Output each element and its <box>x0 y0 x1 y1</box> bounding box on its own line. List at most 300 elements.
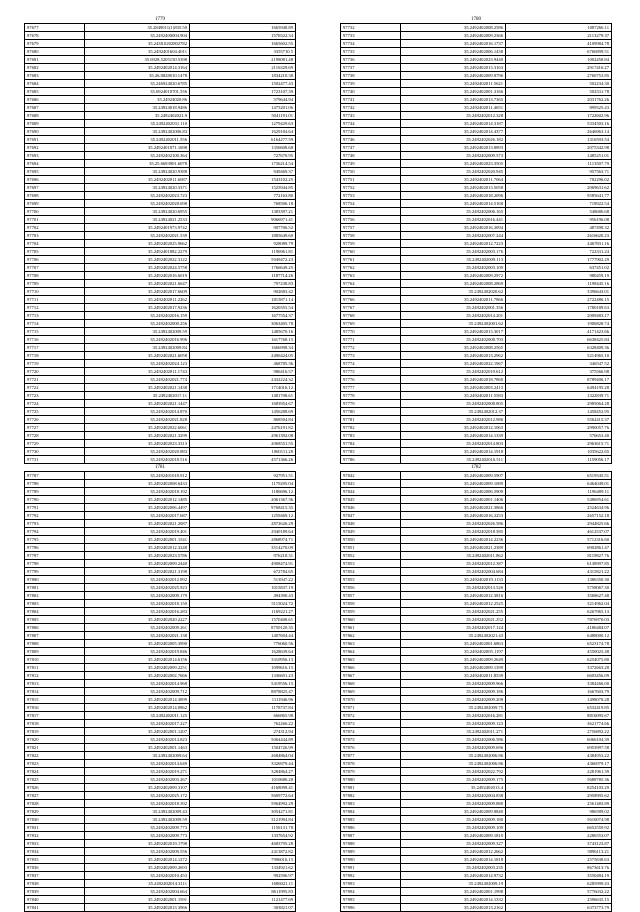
table-row <box>25 600 296 608</box>
code-cell: 35.2492402009.2366 <box>401 32 506 40</box>
table-row <box>25 328 296 336</box>
table-row <box>341 144 612 152</box>
amount-cell: 6488000.12 <box>506 632 612 640</box>
amount-cell: 9585641.77 <box>506 192 612 200</box>
code-cell: 35.2492402009.109 <box>401 824 506 832</box>
code-cell: 35.2492402009.179 <box>85 592 190 600</box>
table-row <box>341 48 612 56</box>
table-row <box>341 832 612 840</box>
code-cell: 35.2492402022.3122 <box>85 256 190 264</box>
code-cell: 35.2492402002.7666 <box>85 672 190 680</box>
table-row <box>341 120 612 128</box>
code-cell: 35.24924020.86 <box>85 96 190 104</box>
row-id-cell: 97777 <box>341 384 401 392</box>
table-title: 1780 <box>471 17 481 22</box>
table-row <box>341 768 612 776</box>
amount-cell: 5896113.21 <box>506 848 612 856</box>
amount-cell: 1736214.54 <box>190 160 296 168</box>
amount-cell: 1498078.28 <box>506 696 612 704</box>
table-row <box>25 816 296 824</box>
amount-cell: 1525944.85 <box>190 184 296 192</box>
code-cell: 35.2492402009.261 <box>85 624 190 632</box>
table-row <box>341 408 612 416</box>
code-cell: 35.2492402009.8796 <box>401 72 506 80</box>
table-row <box>341 128 612 136</box>
row-id-cell: 97804 <box>25 608 85 616</box>
code-cell: 35.2492402021.252 <box>401 616 506 624</box>
code-cell: 35.2492402013.4 <box>401 784 506 792</box>
row-id-cell: 97893 <box>341 880 401 888</box>
code-cell: 35.2492402019.1798 <box>85 840 190 848</box>
row-id-cell: 97850 <box>341 536 401 544</box>
code-cell: 35.2492402021.3198 <box>85 568 190 576</box>
row-id-cell: 97894 <box>341 888 401 896</box>
row-id-cell: 97870 <box>341 696 401 704</box>
code-cell: 35.2492402003.176 <box>401 248 506 256</box>
row-id-cell: 97690 <box>25 128 85 136</box>
row-id-cell: 97796 <box>25 544 85 552</box>
amount-cell: 6523174.78 <box>506 640 612 648</box>
code-cell: 35.2492402023.3313 <box>85 440 190 448</box>
code-cell: 35.2492402004.664 <box>85 888 190 896</box>
row-id-cell: 97853 <box>341 560 401 568</box>
amount-cell: 5616074.98 <box>506 816 612 824</box>
row-id-cell: 97732 <box>341 24 401 32</box>
amount-cell: 1179295.04 <box>190 480 296 488</box>
row-id-cell: 97735 <box>341 48 401 56</box>
row-id-cell: 97712 <box>25 304 85 312</box>
table-row <box>341 264 612 272</box>
amount-cell: 7996016.15 <box>190 856 296 864</box>
amount-cell: 2413872.82 <box>190 848 296 856</box>
code-cell: 35.2492402011.4651 <box>401 104 506 112</box>
row-id-cell: 97836 <box>25 864 85 872</box>
table-row <box>341 112 612 120</box>
row-id-cell: 97721 <box>25 376 85 384</box>
code-cell: 35.2492402009.966 <box>401 680 506 688</box>
code-cell: 35.6928.5205150.5398 <box>85 56 190 64</box>
row-id-cell: 97771 <box>341 336 401 344</box>
code-cell: 35.2492402005.3990 <box>85 640 190 648</box>
row-id-cell: 97746 <box>341 136 401 144</box>
table-row <box>25 632 296 640</box>
table-row <box>25 880 296 888</box>
amount-cell: 2917416.27 <box>506 64 612 72</box>
table-row <box>341 880 612 888</box>
code-cell: 35.2492402013.3163 <box>401 64 506 72</box>
amount-cell: 5776032.22 <box>506 888 612 896</box>
amount-cell: 1543102.25 <box>190 176 296 184</box>
code-cell: 35.2492402006.165 <box>401 208 506 216</box>
code-cell: 35.2492402009.327 <box>401 840 506 848</box>
row-id-cell: 97686 <box>25 96 85 104</box>
row-id-cell: 97862 <box>341 632 401 640</box>
code-cell: 35.2492401882.2279 <box>85 248 190 256</box>
row-id-cell: 97792 <box>25 512 85 520</box>
table-row <box>25 272 296 280</box>
amount-cell: 4366979.17 <box>506 760 612 768</box>
code-cell: 35.2492402013.5058 <box>401 184 506 192</box>
code-cell: 35.2492402021.43 <box>401 632 506 640</box>
amount-cell: 957563.71 <box>506 168 612 176</box>
amount-cell: 548686.68 <box>506 208 612 216</box>
code-cell: 35.2492402016.2094 <box>401 224 506 232</box>
amount-cell: 986589.02 <box>506 808 612 816</box>
amount-cell: 494390.43 <box>190 592 296 600</box>
table-row <box>25 512 296 520</box>
amount-cell: 899525.43 <box>506 104 612 112</box>
code-cell: 35.2492402009.712 <box>85 688 190 696</box>
row-id-cell: 97793 <box>25 520 85 528</box>
row-id-cell: 97730 <box>25 448 85 456</box>
code-cell: 35.2492402001.3166 <box>401 88 506 96</box>
amount-cell: 1722602.96 <box>506 112 612 120</box>
table-row <box>341 304 612 312</box>
code-cell: 35.2492402020.883 <box>85 448 190 456</box>
table-row <box>25 416 296 424</box>
row-id-cell: 97896 <box>341 904 401 912</box>
code-cell: 35.2492402011.8539 <box>401 672 506 680</box>
table-row <box>25 448 296 456</box>
table-row <box>25 176 296 184</box>
code-cell: 35.2492401973.9742 <box>85 224 190 232</box>
code-cell: 35.2492402009.113 <box>401 256 506 264</box>
table-row <box>25 648 296 656</box>
row-id-cell: 97888 <box>341 840 401 848</box>
table-row <box>341 216 612 224</box>
row-id-cell: 97682 <box>25 64 85 72</box>
table-row <box>341 720 612 728</box>
data-table <box>340 471 612 912</box>
table-row <box>25 64 296 72</box>
table-row <box>25 712 296 720</box>
table-row <box>25 560 296 568</box>
amount-cell: 3514270.09 <box>190 544 296 552</box>
code-cell: 35.2492402009.5907 <box>401 472 506 480</box>
code-cell: 35.2492402009.773 <box>85 824 190 832</box>
row-id-cell: 97706 <box>25 256 85 264</box>
table-row <box>25 776 296 784</box>
code-cell: 35.2492402008.6433 <box>85 480 190 488</box>
table-row <box>25 208 296 216</box>
row-id-cell: 97847 <box>341 512 401 520</box>
row-id-cell: 97857 <box>341 592 401 600</box>
code-cell: 35.2492402008.2565 <box>401 344 506 352</box>
table-row <box>25 376 296 384</box>
amount-cell: 1504726.99 <box>190 744 296 752</box>
amount-cell: 2760753.85 <box>506 72 612 80</box>
code-cell: 35.2492402011.6087 <box>85 176 190 184</box>
table-row <box>341 384 612 392</box>
amount-cell: 3621774.66 <box>506 720 612 728</box>
amount-cell: 1279429.63 <box>190 120 296 128</box>
row-id-cell: 97724 <box>25 400 85 408</box>
amount-cell: 1677554.37 <box>190 312 296 320</box>
row-id-cell: 97693 <box>25 152 85 160</box>
table-row <box>341 288 612 296</box>
row-id-cell: 97883 <box>341 800 401 808</box>
code-cell: 35.2492402009.175 <box>401 776 506 784</box>
amount-cell: 2286553.07 <box>506 832 612 840</box>
table-row <box>341 64 612 72</box>
table-row <box>25 112 296 120</box>
code-cell: 35.2492402018.150 <box>85 600 190 608</box>
table-row <box>341 456 612 464</box>
code-cell: 35.2492402014.4377 <box>401 128 506 136</box>
row-id-cell: 97744 <box>341 120 401 128</box>
table-row <box>341 560 612 568</box>
table-row <box>341 688 612 696</box>
amount-cell: 4571366.26 <box>190 456 296 464</box>
amount-cell: 2432224.32 <box>190 376 296 384</box>
code-cell: 35.24924020.3371 <box>85 184 190 192</box>
code-cell: 35.2492402012.892 <box>85 576 190 584</box>
amount-cell: 8750120.35 <box>190 624 296 632</box>
amount-cell: 1156131.78 <box>190 824 296 832</box>
code-cell: 35.2492402003.2413 <box>401 384 506 392</box>
amount-cell: 576653.40 <box>506 432 612 440</box>
amount-cell: 6328409.36 <box>506 344 612 352</box>
table-row <box>25 472 296 480</box>
table-row <box>341 784 612 792</box>
table-row <box>341 336 612 344</box>
amount-cell: 2575638.63 <box>506 856 612 864</box>
table-row <box>341 888 612 896</box>
amount-cell: 579644.94 <box>190 96 296 104</box>
code-cell: 35.2492402018.2096 <box>401 192 506 200</box>
code-cell: 35.2492402014.5168 <box>401 200 506 208</box>
amount-cell: 3063405.78 <box>190 320 296 328</box>
row-id-cell: 97859 <box>341 608 401 616</box>
code-cell: 35.2492402006.5909 <box>401 488 506 496</box>
amount-cell: 2061367.36 <box>190 496 296 504</box>
row-id-cell: 97741 <box>341 96 401 104</box>
table-row <box>25 56 296 64</box>
amount-cell: 1159056.17 <box>506 456 612 464</box>
table-row <box>341 872 612 880</box>
amount-cell: 346547.52 <box>506 360 612 368</box>
table-row <box>341 792 612 800</box>
row-id-cell: 97742 <box>341 104 401 112</box>
table-row <box>25 432 296 440</box>
amount-cell: 776060.56 <box>190 640 296 648</box>
code-cell: 35.2492402012.3248 <box>85 544 190 552</box>
row-id-cell: 97851 <box>341 544 401 552</box>
row-id-cell: 97816 <box>25 704 85 712</box>
amount-cell: 637451.02 <box>506 264 612 272</box>
code-cell: 35.2492402004.838 <box>401 792 506 800</box>
table-row <box>25 608 296 616</box>
row-id-cell: 97831 <box>25 824 85 832</box>
table-row <box>25 344 296 352</box>
amount-cell: 8119827.76 <box>506 552 612 560</box>
amount-cell: 2069631.62 <box>506 184 612 192</box>
row-id-cell: 97707 <box>25 264 85 272</box>
amount-cell: 976210.31 <box>190 552 296 560</box>
table-row <box>25 792 296 800</box>
amount-cell: 1766649.25 <box>190 264 296 272</box>
amount-cell: 902683.42 <box>190 288 296 296</box>
amount-cell: 1336691.23 <box>190 672 296 680</box>
code-cell: 35.2492402019.401 <box>85 528 190 536</box>
row-id-cell: 97743 <box>341 112 401 120</box>
table-row <box>25 584 296 592</box>
table-panel-2 <box>340 17 612 464</box>
amount-cell: 3568627.48 <box>506 592 612 600</box>
table-row <box>25 672 296 680</box>
row-id-cell: 97715 <box>25 328 85 336</box>
code-cell: 35.2492402003.235 <box>401 864 506 872</box>
amount-cell: 3396643.01 <box>506 288 612 296</box>
row-id-cell: 97688 <box>25 112 85 120</box>
row-id-cell: 97719 <box>25 360 85 368</box>
amount-cell: 6532419.85 <box>506 704 612 712</box>
row-id-cell: 97802 <box>25 592 85 600</box>
code-cell: 35.2492402009.696 <box>401 744 506 752</box>
code-cell: 35.2492402013.8893 <box>401 144 506 152</box>
amount-cell: 2031762.26 <box>506 96 612 104</box>
table-row <box>25 296 296 304</box>
code-cell: 35.2492402024.123 <box>85 360 190 368</box>
code-cell: 35.2492402010.453 <box>85 872 190 880</box>
table-title: 1779 <box>155 17 165 22</box>
table-row <box>25 640 296 648</box>
row-id-cell: 97677 <box>25 24 85 32</box>
table-row <box>25 408 296 416</box>
row-id-cell: 97865 <box>341 656 401 664</box>
amount-cell: 2940189.64 <box>190 528 296 536</box>
amount-cell: 2985064.28 <box>506 400 612 408</box>
row-id-cell: 97736 <box>341 56 401 64</box>
code-cell: 35.26.0828010.1478 <box>85 72 190 80</box>
code-cell: 35.2492402012.328 <box>401 112 506 120</box>
row-id-cell: 97698 <box>25 192 85 200</box>
row-id-cell: 97727 <box>25 424 85 432</box>
table-row <box>341 608 612 616</box>
amount-cell: 303821.07 <box>190 904 296 912</box>
code-cell: 35.2492402012.2525 <box>401 600 506 608</box>
row-id-cell: 97680 <box>25 48 85 56</box>
code-cell: 35.2492402006.1438 <box>401 48 506 56</box>
amount-cell: 2496424.05 <box>190 352 296 360</box>
table-row <box>341 776 612 784</box>
row-id-cell: 97788 <box>25 480 85 488</box>
amount-cell: 2561483.89 <box>506 800 612 808</box>
table-row <box>341 496 612 504</box>
code-cell: 35.2492402016.1737 <box>401 40 506 48</box>
amount-cell: 1198445.16 <box>506 280 612 288</box>
row-id-cell: 97806 <box>25 624 85 632</box>
row-id-cell: 97770 <box>341 328 401 336</box>
row-id-cell: 97863 <box>341 640 401 648</box>
amount-cell: 2476191.82 <box>190 424 296 432</box>
table-row <box>25 384 296 392</box>
row-id-cell: 97811 <box>25 664 85 672</box>
row-id-cell: 97729 <box>25 440 85 448</box>
row-id-cell: 97740 <box>341 88 401 96</box>
table-row <box>341 248 612 256</box>
amount-cell: 1485670.16 <box>190 328 296 336</box>
table-row <box>25 784 296 792</box>
code-cell: 35.2492402014.1339 <box>401 432 506 440</box>
data-table <box>340 23 612 464</box>
row-id-cell: 97687 <box>25 104 85 112</box>
code-cell: 35.2492402022.792 <box>401 768 506 776</box>
code-cell: 35.2492402005.1197 <box>401 648 506 656</box>
code-cell: 35.2492400004.904 <box>85 32 190 40</box>
amount-cell: 986416.57 <box>190 368 296 376</box>
code-cell: 35.2492402023.9440 <box>401 56 506 64</box>
table-row <box>25 104 296 112</box>
row-id-cell: 97877 <box>341 752 401 760</box>
code-cell: 35.2492402019.271 <box>85 768 190 776</box>
amount-cell: 6953997.58 <box>506 744 612 752</box>
code-cell: 35.2492402023.3505 <box>401 160 506 168</box>
code-cell: 35.2492402014.6156 <box>85 656 190 664</box>
row-id-cell: 97758 <box>341 232 401 240</box>
amount-cell: 5758067.30 <box>506 584 612 592</box>
row-id-cell: 97759 <box>341 240 401 248</box>
table-row <box>25 320 296 328</box>
code-cell: 35.2492402018.585 <box>401 528 506 536</box>
row-id-cell: 97726 <box>25 416 85 424</box>
row-id-cell: 97768 <box>341 312 401 320</box>
amount-cell: 2963615.71 <box>506 440 612 448</box>
code-cell: 35.2492402018.192 <box>85 488 190 496</box>
row-id-cell: 97772 <box>341 344 401 352</box>
code-cell: 35.2492402021.9 <box>85 112 190 120</box>
table-row <box>341 376 612 384</box>
table-row <box>341 512 612 520</box>
table-row <box>341 392 612 400</box>
table-row <box>341 520 612 528</box>
amount-cell: 1834210.38 <box>190 72 296 80</box>
amount-cell: 1666998.34 <box>190 344 296 352</box>
row-id-cell: 97762 <box>341 264 401 272</box>
code-cell: 35.2492402019.1133 <box>401 576 506 584</box>
amount-cell: 1169221.27 <box>190 608 296 616</box>
table-row <box>341 648 612 656</box>
amount-cell: 1780189.63 <box>506 304 612 312</box>
amount-cell: 3372663.28 <box>506 664 612 672</box>
amount-cell: 4315821.22 <box>506 568 612 576</box>
row-id-cell: 97866 <box>341 664 401 672</box>
code-cell: 35.2492402026.182 <box>401 136 506 144</box>
row-id-cell: 97821 <box>25 744 85 752</box>
code-cell: 35.2492402012.3816 <box>401 592 506 600</box>
table-row <box>341 480 612 488</box>
amount-cell: 5064444.89 <box>190 736 296 744</box>
code-cell: 35.2492402021.2087 <box>85 520 190 528</box>
code-cell: 35.2492402009.64 <box>85 752 190 760</box>
row-id-cell: 97738 <box>341 72 401 80</box>
amount-cell: 2961392.08 <box>190 432 296 440</box>
row-id-cell: 97734 <box>341 40 401 48</box>
code-cell: 35.2492402012.2662 <box>401 848 506 856</box>
amount-cell: 2198081.48 <box>190 56 296 64</box>
amount-cell: 1629184.64 <box>190 128 296 136</box>
row-id-cell: 97884 <box>341 808 401 816</box>
code-cell: 35.2492402014.2236 <box>401 536 506 544</box>
amount-cell: 6066104.39 <box>506 736 612 744</box>
code-cell: 35.2492402012.1485 <box>85 496 190 504</box>
amount-cell: 1015837.19 <box>190 584 296 592</box>
amount-cell: 772163.80 <box>190 192 296 200</box>
table-row <box>25 224 296 232</box>
row-id-cell: 97823 <box>25 760 85 768</box>
table-row <box>25 48 296 56</box>
amount-cell: 6267965.13 <box>506 608 612 616</box>
